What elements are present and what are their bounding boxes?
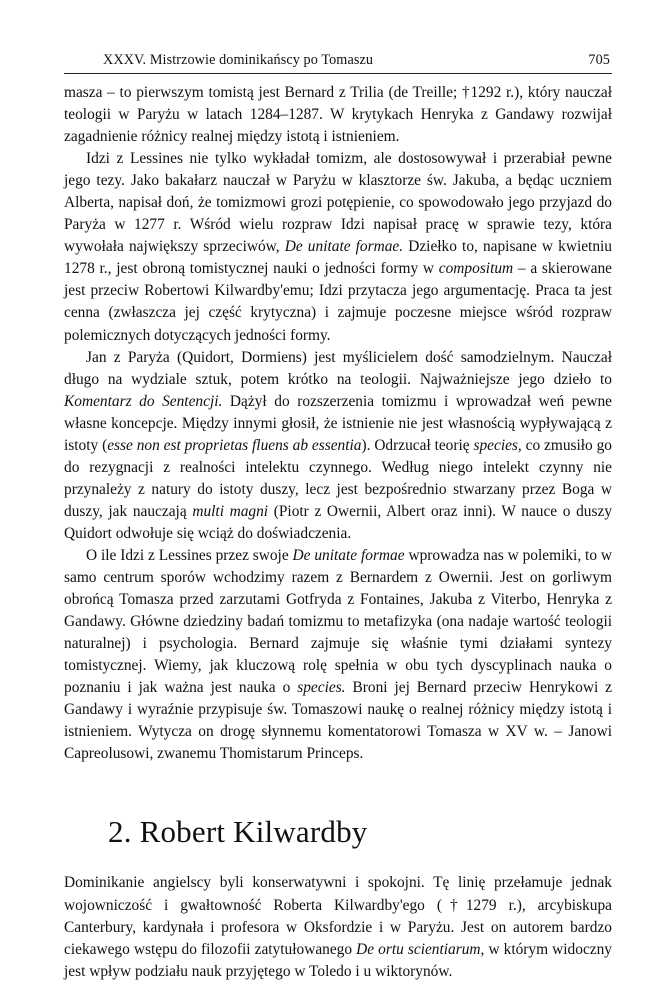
section-text bbox=[64, 872, 612, 982]
paragraph-3-text: ). Odrzucał teorię bbox=[361, 436, 470, 454]
header-rule bbox=[64, 73, 612, 74]
paragraph-4-text: wprowadza nas w polemiki, to w samo centrum sporów wchodzimy razem z Bernardem z Owernii. Jest on gorliwym obrońcą Tomasza przed zarzutami Gotfryda z Fontaines, Jakuba z Viterbo, Henryka z Gandawy. Główne dziedziny badań tomizmu to metafizyka (ona nadaje wartość teologii naturalnej) i psychologia. Bernard zajmuje się właśnie tymi działami syntezy tomistycznej. Wiemy, jak kluczową rolę spełnia w obu tych dyscyplinach nauka o poznaniu i jak ważna jest nauka o bbox=[64, 546, 612, 697]
running-head bbox=[64, 52, 612, 72]
section-heading: 2. Robert Kilwardby bbox=[108, 814, 368, 850]
section-paragraph-text: , w którym widoczny jest wpływ podziału nauk przyjętego w Toledo i u wiktorynów. bbox=[64, 940, 612, 980]
paragraph-2-text: Idzi z Lessines nie tylko wykładał tomizm, ale dostosowywał i przerabiał pewne jego tezy. Jako bakałarz nauczał w Paryżu w klasztorze św. Jakuba, a będąc uczniem Alberta, napisał doń, że tomizmowi grozi potępienie, co spowodowało jego przyjazd do Paryża w 1277 r. Wśród wielu rozpraw Idzi napisał pracę w sprawie tezy, która wywołała największy sprzeciwów, bbox=[64, 150, 612, 256]
paragraph-3 bbox=[64, 347, 612, 545]
title-de-unitate-formae: De unitate formae bbox=[292, 546, 405, 564]
paragraph-4 bbox=[64, 545, 612, 765]
paragraph-2-text: Dziełko to, napisane w kwietniu 1278 r., jest obroną tomistycznej nauki o jedności formy w bbox=[64, 238, 612, 278]
paragraph-3-text: Dążył do rozszerzenia tomizmu i wprowadzał weń pewne własne koncepcje. Między innymi głosił, że istnienie nie jest własnością wypływającą z istoty ( bbox=[64, 392, 612, 454]
title-de-unitate-formae: De unitate formae. bbox=[284, 238, 404, 256]
title-komentarz: Komentarz do Sentencji. bbox=[64, 392, 223, 410]
section-paragraph-text: Dominikanie angielscy byli konserwatywni i spokojni. Tę linię przełamuje jednak wojowniczość i gwałtowność Roberta Kilwardby'ego (†1279 r.), arcybiskupa Canterbury, kardynała i profesora w Oksfordzie i w Paryżu. Jest on autorem bardzo ciekawego wstępu do filozofii zatytułowanego bbox=[64, 874, 612, 958]
term-species: species bbox=[473, 436, 518, 454]
paragraph-3-text: Jan z Paryża (Quidort, Dormiens) jest myślicielem dość samodzielnym. Nauczał długo na wydziale sztuk, potem krótko na teologii. Najważniejsze jego dzieło to bbox=[64, 348, 612, 388]
quote-esse-non-est: esse non est proprietas fluens ab essentia bbox=[107, 436, 362, 454]
term-multi-magni: multi magni bbox=[192, 502, 269, 520]
term-compositum: compositum bbox=[438, 260, 514, 278]
paragraph-1: masza – to pierwszym tomistą jest Bernard z Trilia (de Treille; †1292 r.), który nauczał teologii w Paryżu w latach 1284–1287. W krytykach Henryka z Gandawy rozwijał zagadnienie różnicy realnej między istotą i istnieniem. bbox=[64, 84, 612, 146]
section-paragraph-1 bbox=[64, 872, 612, 982]
main-text bbox=[64, 82, 612, 765]
book-page bbox=[64, 52, 612, 983]
page-number: 705 bbox=[588, 52, 610, 68]
paragraph-4-text: O ile Idzi z Lessines przez swoje bbox=[86, 546, 289, 564]
paragraph-3-text: , co zmusiło go do rezygnacji z realności intelektu czynnego. Według niego intelekt czynny nie przynależy z natury do istoty duszy, lecz jest bezpośrednio stwarzany przez Boga w duszy, jak nauczają bbox=[64, 436, 612, 520]
paragraph-3-text: (Piotr z Owernii, Albert oraz inni). W nauce o duszy Quidort odwołuje się wciąż do doświadczenia. bbox=[64, 502, 613, 542]
term-species: species. bbox=[297, 679, 346, 697]
title-de-ortu-scientiarum: De ortu scientiarum bbox=[356, 940, 481, 958]
paragraph-4-text: Broni jej Bernard przeciw Henrykowi z Gandawy i wyraźnie przypisuje św. Tomaszowi naukę o realnej różnicy między istotą i istnieniem. Wytycza on drogę słynnemu komentatorowi Tomasza w XV w. – Janowi Capreolusowi, zwanemu Thomistarum Princeps. bbox=[64, 679, 612, 763]
running-title: XXXV. Mistrzowie dominikańscy po Tomaszu bbox=[103, 52, 374, 68]
paragraph-2 bbox=[64, 148, 612, 346]
paragraph-2-text: – a skierowane jest przeciw Robertowi Kilwardby'emu; Idzi przytacza jego argumentację. Praca ta jest cenna (zwłaszcza jej część krytyczna) i zajmuje poczesne miejsce wśród rozpraw polemicznych dotyczących jedności formy. bbox=[64, 260, 613, 344]
